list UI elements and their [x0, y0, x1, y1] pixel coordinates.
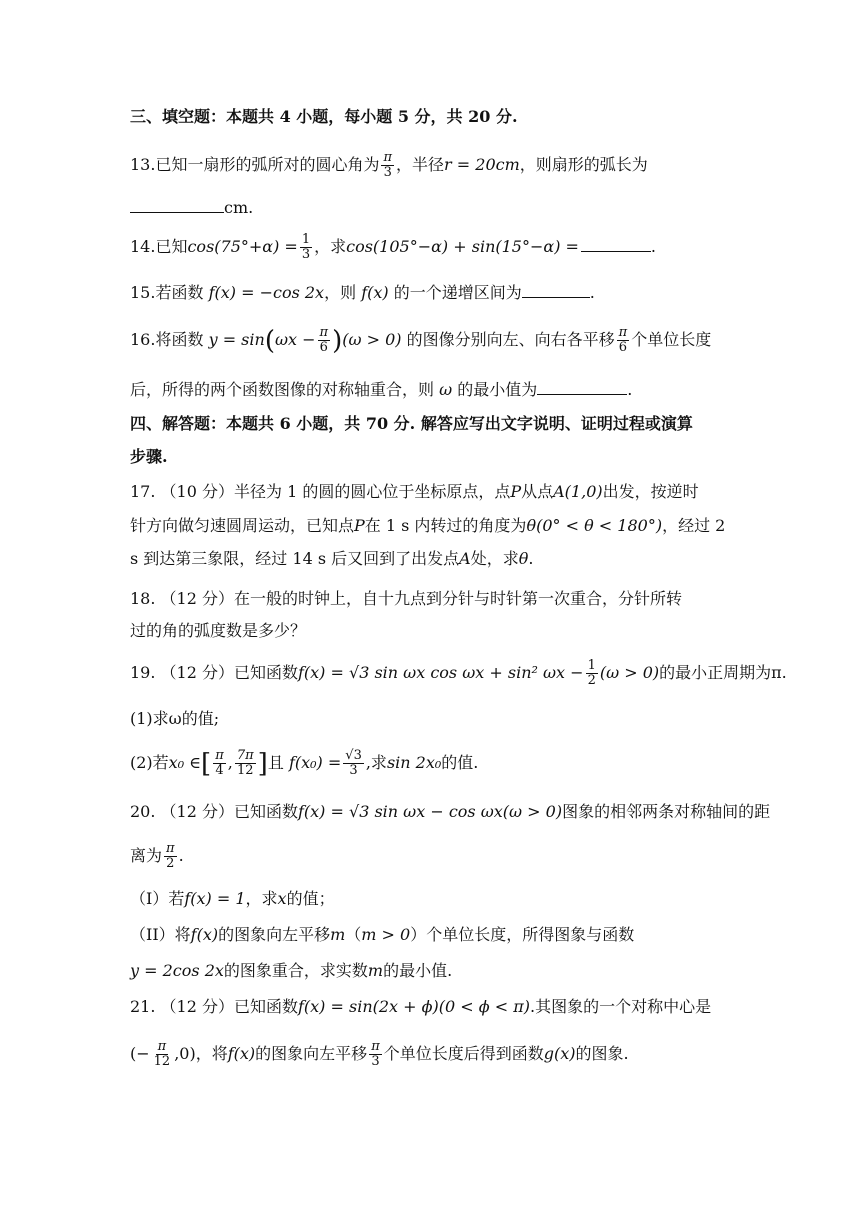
q13-frac-den: 3 [383, 165, 392, 180]
section4-header-line2: 步骤. [130, 447, 168, 466]
question-14 [130, 232, 750, 262]
q16-paren-close: ) [332, 326, 343, 356]
q15-expr1: f(x) = −cos 2x [208, 283, 325, 302]
q19-x0-in: x₀ ∈ [168, 753, 202, 772]
q20-part1b: ，求 [245, 889, 278, 908]
q21-line1a: 21. （12 分）已知函数 [130, 997, 298, 1016]
q17-line1a: 17. （10 分）半径为 1 的圆的圆心位于坐标原点，点 [130, 482, 511, 501]
question-18-line1: 18. （12 分）在一般的时钟上，自十九点到分针与时针第一次重合，分针所转 [130, 589, 682, 608]
question-20-part2 [130, 924, 750, 946]
q16-frac2-num: π [618, 325, 628, 340]
q19-part2d: 的值. [441, 753, 479, 772]
q20-part3b: 的最小值. [383, 961, 453, 980]
q20-line2a: 离为 [130, 846, 163, 865]
q20-frac-den: 2 [166, 856, 175, 871]
q20-part3-m: m [367, 961, 384, 980]
q19-int-a-num: π [215, 748, 224, 763]
q20-part1a: （I）若 [130, 889, 185, 908]
q21-line2b: 的图象向左平移 [255, 1044, 368, 1063]
q16-shift-fraction [617, 326, 630, 355]
question-19-part2: (2)若x₀ ∈[ $\frac{\pi}{4}$ , $\frac{7\pi}{12}$ ]且 f(x₀) = $\frac{√3}{3}$ ,求sin 2x₀的值. [130, 748, 479, 779]
q19-val-num: √3 [345, 748, 362, 763]
question-19-part1: (1)求ω的值; [130, 709, 220, 728]
q20-part1c: 的值； [286, 889, 335, 908]
q19-expr: f(x) = √3 sin ωx cos ωx + sin² ωx − [297, 663, 584, 682]
q16-fraction [318, 326, 331, 355]
q21-point-a: (− [130, 1044, 150, 1063]
q13-angle-fraction [381, 151, 394, 180]
q16-line2: 后，所得的两个函数图像的对称轴重合，则 [130, 380, 435, 399]
q21-shift-fraction [369, 1040, 382, 1069]
q16-tail: . [627, 380, 633, 399]
q14-text-a: 已知 [155, 237, 188, 256]
q21-frac-den: 12 [153, 1054, 171, 1069]
q13-text-b: ，半径 [396, 155, 445, 174]
q13-unit: cm. [224, 198, 254, 217]
q19-expr-b: (ω > 0) [599, 663, 660, 682]
q14-tail: . [650, 237, 657, 256]
q19-interval-end [235, 749, 256, 778]
q16-answer-blank[interactable] [537, 378, 627, 395]
q17-line3a: s 到达第三象限，经过 14 s 后又回到了出发点 [130, 549, 460, 568]
q21-line2a: ，将 [195, 1044, 228, 1063]
q13-radius: r = 20cm [444, 155, 520, 174]
q19-part2a: (2)若 [130, 753, 169, 772]
question-20-line1 [130, 801, 771, 823]
q16-omega: ω [439, 380, 453, 399]
q21-frac2-den: 3 [371, 1054, 380, 1069]
q19-val-den: 3 [349, 763, 358, 778]
question-19-line1 [130, 658, 787, 688]
q20-part2a: （II）将 [130, 925, 191, 944]
q17-line2a: 针方向做匀速圆周运动，已知点 [130, 516, 355, 535]
question-20-part3 [130, 960, 750, 982]
q17-point-a-2: A [459, 549, 471, 568]
q21-line2c: 个单位长度后得到函数 [383, 1044, 544, 1063]
q14-fraction [300, 233, 312, 262]
question-20-line2 [130, 836, 750, 876]
q16-expr-c: (ω > 0) [342, 330, 402, 349]
q16-frac-num: π [319, 325, 329, 340]
q17-point-a: A(1,0) [553, 482, 603, 501]
q17-point-p: P [510, 482, 522, 501]
question-15 [130, 281, 750, 304]
q21-frac-num: π [157, 1039, 167, 1054]
q15-text-a: 若函数 [155, 283, 204, 302]
question-20-part1 [130, 888, 750, 910]
q21-frac2-num: π [371, 1039, 380, 1054]
q14-text-b: ，求 [314, 237, 347, 256]
q20-part2c: （ [345, 925, 362, 944]
q19-int-b-den: 12 [236, 763, 254, 778]
q20-expr: f(x) = √3 sin ωx − cos ωx(ω > 0) [297, 802, 563, 821]
section3-header: 三、填空题：本题共 4 小题，每小题 5 分，共 20 分. [130, 107, 518, 126]
q17-line2c: ，经过 2 [662, 516, 726, 535]
q19-int-b-num: 7π [236, 748, 254, 763]
q19-bracket-close: ] [257, 749, 268, 779]
q15-answer-blank[interactable] [522, 281, 590, 298]
q16-frac-den: 6 [319, 340, 328, 355]
q15-number: 15. [130, 283, 156, 302]
q14-frac-num: 1 [301, 232, 311, 247]
q13-number: 13. [130, 155, 156, 174]
q20-part2d: ）个单位长度，所得图象与函数 [410, 925, 635, 944]
question-13 [130, 150, 750, 180]
q19-frac-num: 1 [587, 658, 596, 673]
q19-f-x0: f(x₀) = [288, 753, 342, 772]
q16-expr-a: y = sin [208, 330, 265, 349]
q15-text-b: ，则 [324, 283, 357, 302]
section4-header-line1: 四、解答题：本题共 6 小题，共 70 分. 解答应写出文字说明、证明过程或演算 [130, 414, 693, 433]
q20-part3a: 的图象重合，求实数 [223, 961, 368, 980]
q20-line1b: 图象的相邻两条对称轴间的距 [562, 802, 771, 821]
q17-line3b: 处，求 [470, 549, 519, 568]
q15-tail: . [589, 283, 595, 302]
q17-line2b: 在 1 s 内转过的角度为 [364, 516, 527, 535]
q15-text-c: 的一个递增区间为 [393, 283, 522, 302]
question-16-line2 [130, 378, 750, 401]
question-21-line1 [130, 996, 750, 1018]
q19-line1b: 的最小正周期为π. [659, 663, 787, 682]
q20-part2b: 的图象向左平移 [218, 925, 331, 944]
q19-frac-den: 2 [587, 673, 596, 688]
q16-paren-open: ( [264, 326, 275, 356]
q20-part3-expr: y = 2cos 2x [130, 961, 224, 980]
q14-number: 14. [130, 237, 156, 256]
question-17-line1 [130, 481, 750, 503]
q20-frac-num: π [166, 841, 175, 856]
q19-bracket-open: [ [201, 749, 212, 779]
question-13-answer [130, 196, 750, 219]
q17-point-p-2: P [354, 516, 365, 535]
q19-fraction [586, 659, 598, 688]
q16-frac2-den: 6 [618, 340, 628, 355]
q16-text-b: 的图像分别向左、向右各平移 [406, 330, 615, 349]
q15-expr2: f(x) [361, 283, 389, 302]
q17-line1c: 出发，按逆时 [602, 482, 699, 501]
q21-line2d: 的图象. [575, 1044, 629, 1063]
q20-line2b: . [178, 846, 184, 865]
q20-fraction [164, 842, 177, 871]
question-16 [130, 325, 750, 355]
q21-expr: f(x) = sin(2x + ϕ)(0 < ϕ < π) [297, 997, 531, 1016]
q21-line2-g: g(x) [543, 1044, 576, 1063]
q17-line1b: 从点 [521, 482, 554, 501]
q19-sin-2x0: sin 2x₀ [386, 753, 442, 772]
q19-int-a-den: 4 [215, 763, 224, 778]
q14-frac-den: 3 [301, 247, 311, 262]
q13-text-a: 已知一扇形的弧所对的圆心角为 [155, 155, 380, 174]
q21-fraction [152, 1040, 173, 1069]
q14-answer-blank[interactable] [581, 235, 651, 252]
q20-part2-m: m [330, 925, 346, 944]
question-21-line2 [130, 1034, 750, 1074]
q16-number: 16. [130, 330, 156, 349]
question-17-line2 [130, 515, 750, 537]
q14-expr2: cos(105°−α) + sin(15°−α) = [346, 237, 579, 256]
q19-interval-start [213, 749, 226, 778]
q20-part1-x: x [277, 889, 287, 908]
q19-value-fraction [343, 749, 364, 778]
q13-answer-blank[interactable] [130, 196, 224, 213]
q16-expr-b: ωx − [274, 330, 316, 349]
q13-text-c: ，则扇形的弧长为 [519, 155, 648, 174]
q17-theta: θ [518, 549, 529, 568]
question-17-line3 [130, 548, 750, 570]
q16-text-c: 个单位长度 [631, 330, 712, 349]
q17-line3c: . [528, 549, 534, 568]
q19-part2b: 且 [267, 753, 284, 772]
q16-line2b: 的最小值为 [457, 380, 538, 399]
q21-point-b: ,0) [174, 1044, 196, 1063]
q16-text-a: 将函数 [155, 330, 204, 349]
q20-line1a: 20. （12 分）已知函数 [130, 802, 298, 821]
q14-expr1: cos(75°+α) = [187, 237, 298, 256]
q20-part2-f: f(x) [190, 925, 219, 944]
q20-part1-expr: f(x) = 1 [184, 889, 246, 908]
q19-part2c: ,求 [365, 753, 387, 772]
q21-line2-f: f(x) [227, 1044, 256, 1063]
q21-line1b: .其图象的一个对称中心是 [530, 997, 712, 1016]
q19-line1a: 19. （12 分）已知函数 [130, 663, 298, 682]
question-18-line2: 过的角的弧度数是多少？ [130, 621, 307, 640]
q17-theta-range: θ(0° < θ < 180°) [526, 516, 663, 535]
q20-part2-cond: m > 0 [361, 925, 411, 944]
q13-frac-num: π [383, 150, 393, 165]
